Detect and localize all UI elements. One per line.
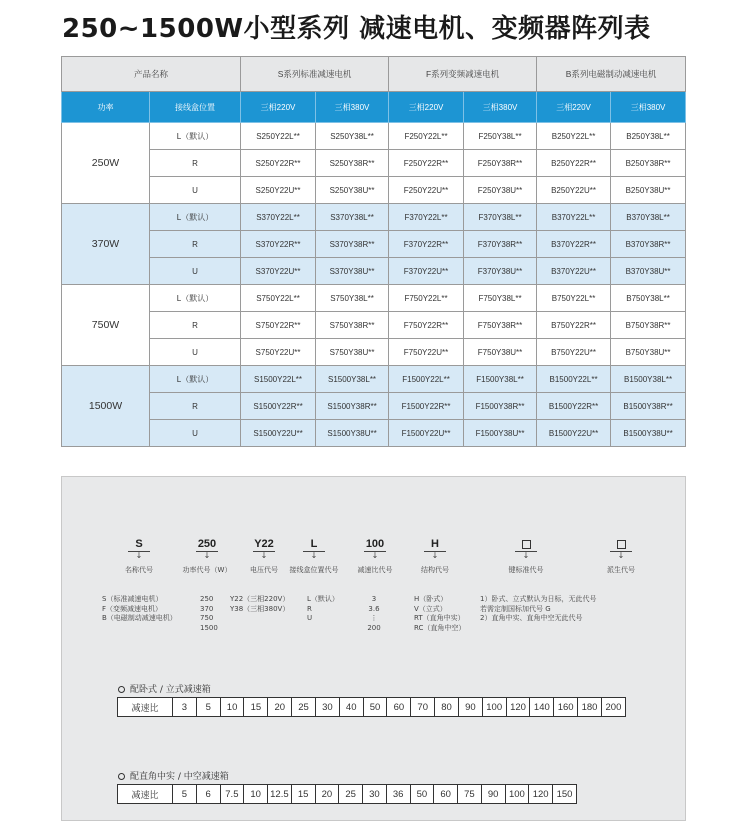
model-code-cell: F370Y22R** xyxy=(389,231,464,258)
position-cell: R xyxy=(150,231,241,258)
ratio-value-cell: 20 xyxy=(268,698,292,717)
square-icon xyxy=(496,537,556,551)
ratio-value-cell: 10 xyxy=(244,785,268,804)
model-code-cell: B250Y22U** xyxy=(537,177,611,204)
model-code-cell: B1500Y38R** xyxy=(611,393,686,420)
ratio-value-cell: 60 xyxy=(434,785,458,804)
table-row xyxy=(62,123,686,150)
series-header-s: S系列标准减速电机 xyxy=(241,57,389,92)
model-code-cell: F750Y22L** xyxy=(389,285,464,312)
model-code-cell: S370Y22U** xyxy=(241,258,316,285)
model-code-cell: F250Y38U** xyxy=(464,177,537,204)
model-code-cell: S750Y38U** xyxy=(316,339,389,366)
ratio-value-cell: 150 xyxy=(553,785,577,804)
table-row xyxy=(62,339,686,366)
model-code-cell: F370Y38R** xyxy=(464,231,537,258)
arrow-down-icon: ↓ xyxy=(260,551,268,560)
arrow-down-icon: ↓ xyxy=(203,551,211,560)
ratio-value-cell: 6 xyxy=(196,785,220,804)
desc-line: R xyxy=(307,604,312,613)
box-glyph xyxy=(522,540,531,549)
table-row xyxy=(62,420,686,447)
model-code-cell: S370Y22L** xyxy=(241,204,316,231)
model-code-cell: F250Y38L** xyxy=(464,123,537,150)
model-code-cell: F250Y38R** xyxy=(464,150,537,177)
ratio-value-cell: 50 xyxy=(363,698,387,717)
model-code-cell: B750Y38L** xyxy=(611,285,686,312)
right-angle-ratio-title xyxy=(118,769,229,782)
ratio-label: 减速比 xyxy=(118,785,173,804)
position-cell: R xyxy=(150,150,241,177)
ratio-value-cell: 15 xyxy=(291,785,315,804)
model-code-cell: B750Y22L** xyxy=(537,285,611,312)
desc-line: 1）卧式、立式默认为日标，无此代号 xyxy=(480,595,597,603)
product-name-header: 产品名称 xyxy=(62,57,241,92)
table-row xyxy=(62,258,686,285)
model-code-cell: S1500Y22U** xyxy=(241,420,316,447)
model-code-cell: B1500Y22U** xyxy=(537,420,611,447)
model-code-cell: S1500Y22R** xyxy=(241,393,316,420)
model-code-cell: F370Y38L** xyxy=(464,204,537,231)
position-cell: U xyxy=(150,339,241,366)
name-desc xyxy=(102,595,177,624)
position-cell: R xyxy=(150,312,241,339)
model-code-cell: B370Y38U** xyxy=(611,258,686,285)
code-legend-item xyxy=(496,537,556,575)
motor-array-table xyxy=(61,56,686,447)
ratio-value-cell: 30 xyxy=(315,698,339,717)
model-code-cell: S370Y38R** xyxy=(316,231,389,258)
model-code-cell: S250Y22U** xyxy=(241,177,316,204)
ratio-value-cell: 30 xyxy=(363,785,387,804)
code-legend-item xyxy=(109,537,169,575)
table-row xyxy=(62,150,686,177)
ratio-row xyxy=(118,698,626,717)
ratio-value-cell: 100 xyxy=(482,698,506,717)
position-cell: L（默认） xyxy=(150,123,241,150)
ratio-value-cell: 80 xyxy=(435,698,459,717)
box-glyph xyxy=(617,540,626,549)
model-code-cell: B1500Y38L** xyxy=(611,366,686,393)
model-code-cell: S250Y38R** xyxy=(316,150,389,177)
arrow-down-icon: ↓ xyxy=(135,551,143,560)
desc-line: B（电磁制动减速电机） xyxy=(102,614,177,622)
ratio-value-cell: 5 xyxy=(196,698,220,717)
model-code-cell: B750Y22U** xyxy=(537,339,611,366)
code-label: 派生代号 xyxy=(607,566,635,574)
desc-line: 2）直角中实、直角中空无此代号 xyxy=(480,614,583,622)
model-code-cell: B1500Y22R** xyxy=(537,393,611,420)
code-label: 接线盒位置代号 xyxy=(289,566,339,574)
desc-line: H（卧式） xyxy=(414,595,448,603)
model-code-cell: S750Y22L** xyxy=(241,285,316,312)
model-code-cell: S750Y38R** xyxy=(316,312,389,339)
model-code-cell: B1500Y38U** xyxy=(611,420,686,447)
model-code-cell: B750Y22R** xyxy=(537,312,611,339)
ratio-label: 减速比 xyxy=(118,698,173,717)
power-cell: 750W xyxy=(62,285,150,366)
ratio-value-cell: 160 xyxy=(554,698,578,717)
desc-line: 若需定制国标加代号 G xyxy=(480,604,551,613)
model-code-cell: S250Y22L** xyxy=(241,123,316,150)
series-header-f: F系列变频减速电机 xyxy=(389,57,537,92)
model-code-cell: F1500Y22U** xyxy=(389,420,464,447)
desc-line: V（立式） xyxy=(414,604,447,613)
desc-line: RC（直角中空） xyxy=(414,623,466,632)
model-code-cell: B250Y38L** xyxy=(611,123,686,150)
model-code-cell: F1500Y22R** xyxy=(389,393,464,420)
ratio-value-cell: 70 xyxy=(411,698,435,717)
ratio-value-cell: 25 xyxy=(339,785,363,804)
arrow-down-icon: ↓ xyxy=(617,551,625,560)
desc-line: ⋮ xyxy=(370,614,378,622)
code-legend-item xyxy=(284,537,344,575)
ratio-value-cell: 40 xyxy=(339,698,363,717)
table-row xyxy=(62,393,686,420)
code-legend-item xyxy=(345,537,405,575)
model-code-cell: F370Y22U** xyxy=(389,258,464,285)
key-desc xyxy=(480,595,596,624)
table-row xyxy=(62,177,686,204)
desc-line: Y38（三相380V） xyxy=(230,604,290,613)
model-code-cell: F1500Y22L** xyxy=(389,366,464,393)
model-code-cell: B250Y38U** xyxy=(611,177,686,204)
model-code-cell: S370Y38L** xyxy=(316,204,389,231)
model-code-cell: F750Y38L** xyxy=(464,285,537,312)
ratio-value-cell: 90 xyxy=(481,785,505,804)
ratio-value-cell: 90 xyxy=(458,698,482,717)
table-row xyxy=(62,204,686,231)
model-code-cell: F750Y22R** xyxy=(389,312,464,339)
model-code-cell: B370Y22U** xyxy=(537,258,611,285)
power-cell: 1500W xyxy=(62,366,150,447)
model-code-cell: F250Y22U** xyxy=(389,177,464,204)
code-label: 结构代号 xyxy=(421,566,449,574)
desc-line: U xyxy=(307,614,313,622)
model-code-cell: S750Y38L** xyxy=(316,285,389,312)
ratio-value-cell: 100 xyxy=(505,785,529,804)
model-code-cell: S1500Y38L** xyxy=(316,366,389,393)
horizontal-ratio-table xyxy=(117,697,626,717)
model-code-panel xyxy=(61,476,686,821)
circle-icon xyxy=(118,773,125,780)
code-label: 名称代号 xyxy=(125,566,153,574)
voltage-header-row xyxy=(62,92,686,123)
circle-icon xyxy=(118,686,125,693)
ratio-value-cell: 5 xyxy=(173,785,197,804)
model-code-cell: S1500Y38R** xyxy=(316,393,389,420)
model-code-cell: B1500Y22L** xyxy=(537,366,611,393)
model-code-cell: S750Y22R** xyxy=(241,312,316,339)
position-desc xyxy=(307,595,339,624)
code-letter: 250 xyxy=(197,538,217,550)
model-code-cell: F370Y22L** xyxy=(389,204,464,231)
voltage-header: 三相380V xyxy=(611,92,686,123)
power-desc xyxy=(200,595,218,633)
ratio-desc xyxy=(367,595,381,633)
voltage-header: 三相220V xyxy=(241,92,316,123)
desc-line: 370 xyxy=(200,604,214,613)
voltage-header: 三相220V xyxy=(389,92,464,123)
model-code-cell: F750Y38R** xyxy=(464,312,537,339)
table-row xyxy=(62,312,686,339)
right-angle-ratio-table xyxy=(117,784,577,804)
ratio-value-cell: 50 xyxy=(410,785,434,804)
model-code-cell: S250Y38L** xyxy=(316,123,389,150)
model-code-cell: F1500Y38L** xyxy=(464,366,537,393)
code-label: 功率代号（W） xyxy=(182,566,232,574)
power-cell: 250W xyxy=(62,123,150,204)
desc-line: 3.6 xyxy=(368,604,380,613)
code-letter: S xyxy=(135,538,143,550)
position-cell: U xyxy=(150,420,241,447)
ratio-value-cell: 10 xyxy=(220,698,244,717)
section-title-text: 配卧式 / 立式减速箱 xyxy=(130,685,211,695)
code-letter: Y22 xyxy=(254,538,274,550)
model-code-cell: B250Y22L** xyxy=(537,123,611,150)
model-code-cell: F1500Y38U** xyxy=(464,420,537,447)
code-legend-item xyxy=(591,537,651,575)
ratio-value-cell: 25 xyxy=(292,698,316,717)
position-cell: L（默认） xyxy=(150,366,241,393)
model-code-cell: B370Y22R** xyxy=(537,231,611,258)
model-code-cell: B370Y38R** xyxy=(611,231,686,258)
ratio-value-cell: 7.5 xyxy=(220,785,244,804)
model-code-cell: B370Y22L** xyxy=(537,204,611,231)
model-code-cell: S250Y22R** xyxy=(241,150,316,177)
ratio-value-cell: 200 xyxy=(601,698,625,717)
model-code-cell: F370Y38U** xyxy=(464,258,537,285)
code-legend-item xyxy=(405,537,465,575)
arrow-down-icon: ↓ xyxy=(310,551,318,560)
model-code-cell: S1500Y38U** xyxy=(316,420,389,447)
arrow-down-icon: ↓ xyxy=(431,551,439,560)
model-code-cell: S1500Y22L** xyxy=(241,366,316,393)
model-code-cell: B750Y38R** xyxy=(611,312,686,339)
model-code-cell: F250Y22R** xyxy=(389,150,464,177)
code-label: 电压代号 xyxy=(250,566,278,574)
position-header: 接线盒位置 xyxy=(150,92,241,123)
ratio-value-cell: 120 xyxy=(506,698,530,717)
model-code-cell: S250Y38U** xyxy=(316,177,389,204)
desc-line: 200 xyxy=(367,623,381,632)
table-row xyxy=(62,285,686,312)
desc-line: Y22（三相220V） xyxy=(230,595,290,603)
arrow-down-icon: ↓ xyxy=(522,551,530,560)
model-code-cell: F750Y22U** xyxy=(389,339,464,366)
structure-desc xyxy=(414,595,465,633)
position-cell: L（默认） xyxy=(150,285,241,312)
voltage-header: 三相380V xyxy=(464,92,537,123)
ratio-value-cell: 20 xyxy=(315,785,339,804)
table-row xyxy=(62,231,686,258)
code-legend-item xyxy=(177,537,237,575)
ratio-value-cell: 60 xyxy=(387,698,411,717)
code-label: 减速比代号 xyxy=(357,566,393,574)
page-title: 250~1500W小型系列 减速电机、变频器阵列表 xyxy=(62,14,651,44)
position-cell: U xyxy=(150,177,241,204)
code-letter: 100 xyxy=(365,538,385,550)
position-cell: R xyxy=(150,393,241,420)
series-header-row xyxy=(62,57,686,92)
ratio-value-cell: 75 xyxy=(458,785,482,804)
model-code-cell: B250Y22R** xyxy=(537,150,611,177)
power-header: 功率 xyxy=(62,92,150,123)
ratio-value-cell: 180 xyxy=(578,698,602,717)
model-code-cell: S750Y22U** xyxy=(241,339,316,366)
arrow-down-icon: ↓ xyxy=(371,551,379,560)
position-cell: L（默认） xyxy=(150,204,241,231)
model-code-cell: S370Y22R** xyxy=(241,231,316,258)
model-code-cell: B250Y38R** xyxy=(611,150,686,177)
ratio-row xyxy=(118,785,577,804)
model-code-cell: B750Y38U** xyxy=(611,339,686,366)
ratio-value-cell: 120 xyxy=(529,785,553,804)
voltage-header: 三相220V xyxy=(537,92,611,123)
ratio-value-cell: 36 xyxy=(386,785,410,804)
desc-line: F（变频减速电机） xyxy=(102,604,163,613)
model-code-cell: F250Y22L** xyxy=(389,123,464,150)
series-header-b: B系列电磁制动减速电机 xyxy=(537,57,686,92)
desc-line: RT（直角中实） xyxy=(414,614,465,622)
ratio-value-cell: 12.5 xyxy=(268,785,292,804)
voltage-desc xyxy=(230,595,289,614)
power-cell: 370W xyxy=(62,204,150,285)
position-cell: U xyxy=(150,258,241,285)
model-code-cell: B370Y38L** xyxy=(611,204,686,231)
desc-line: 3 xyxy=(371,595,377,603)
section-title-text: 配直角中实 / 中空减速箱 xyxy=(130,772,229,782)
ratio-value-cell: 15 xyxy=(244,698,268,717)
desc-line: 250 xyxy=(200,595,214,603)
desc-line: 1500 xyxy=(200,623,218,632)
code-letter: H xyxy=(431,538,439,550)
horizontal-ratio-title xyxy=(118,682,211,695)
table-row xyxy=(62,366,686,393)
desc-line: L（默认） xyxy=(307,595,339,603)
model-code-cell: F1500Y38R** xyxy=(464,393,537,420)
desc-line: S（标准减速电机） xyxy=(102,595,163,603)
voltage-header: 三相380V xyxy=(316,92,389,123)
ratio-value-cell: 140 xyxy=(530,698,554,717)
model-code-cell: S370Y38U** xyxy=(316,258,389,285)
ratio-value-cell: 3 xyxy=(173,698,197,717)
code-letter: L xyxy=(310,538,318,550)
model-code-cell: F750Y38U** xyxy=(464,339,537,366)
square-icon xyxy=(591,537,651,551)
code-label: 键标准代号 xyxy=(508,566,544,574)
desc-line: 750 xyxy=(200,614,214,622)
